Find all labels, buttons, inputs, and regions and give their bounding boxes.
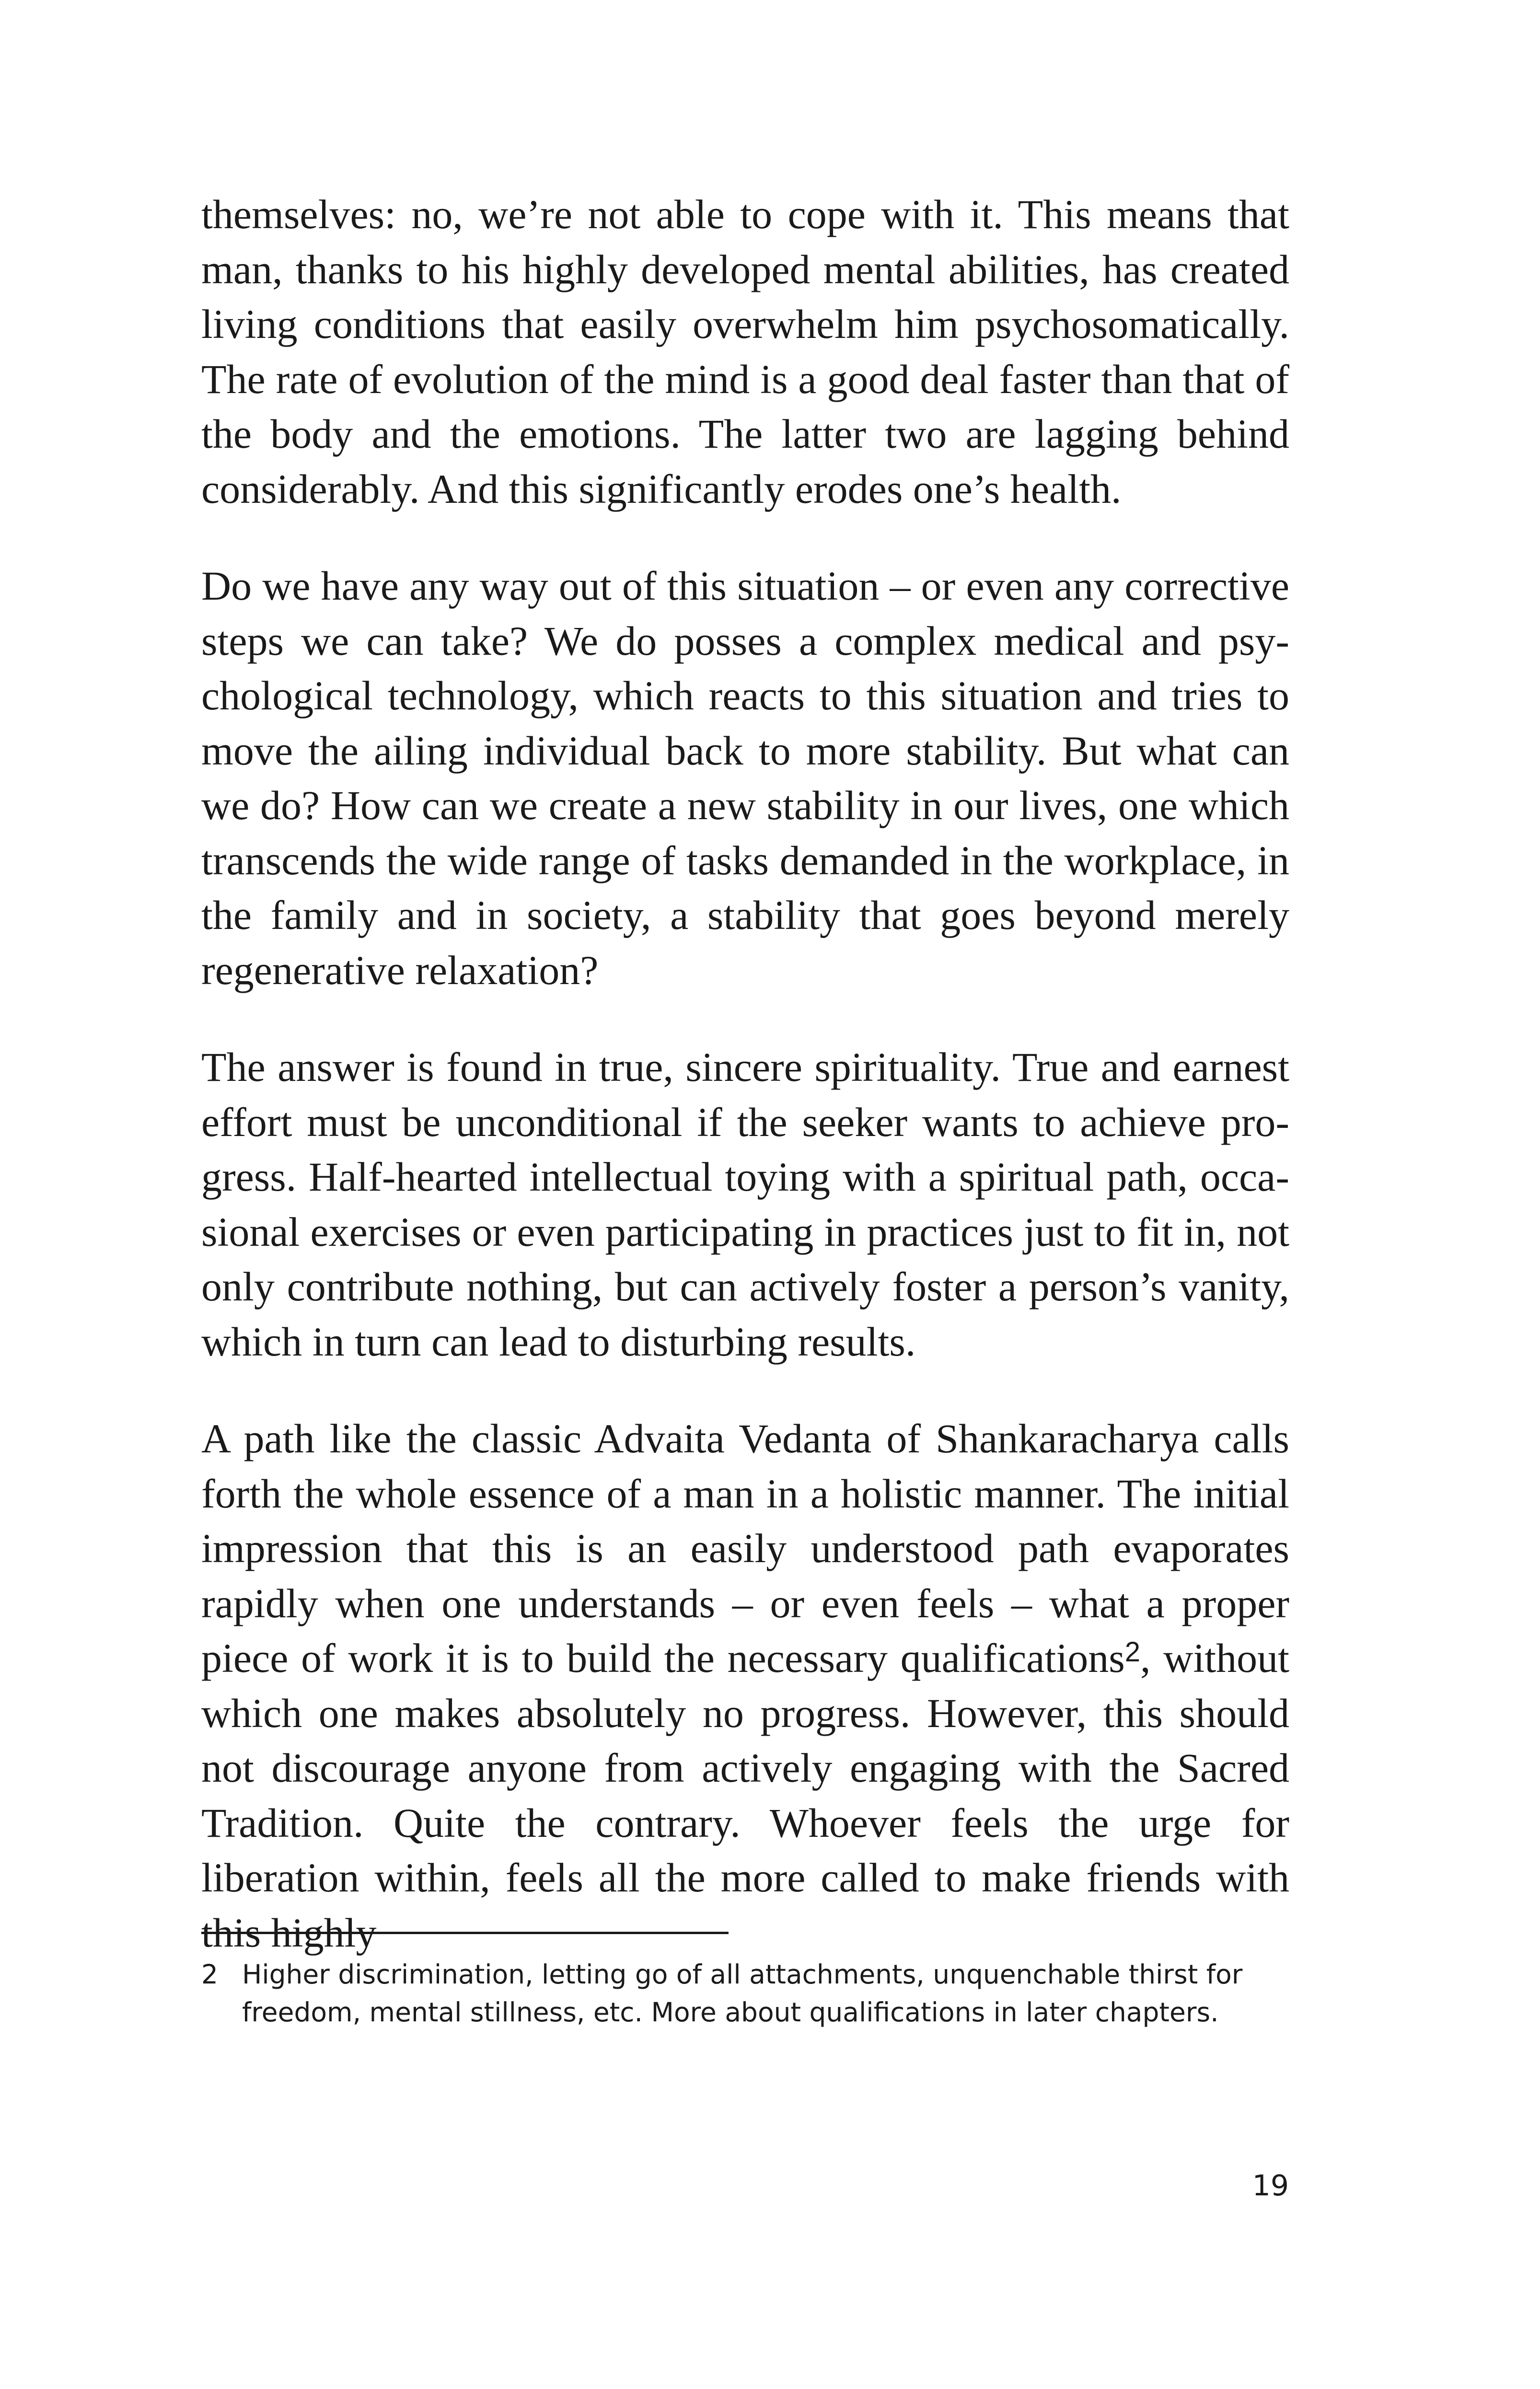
paragraph-4 — [201, 1411, 1289, 1960]
paragraph-4-text-end: , without which one makes absolutely no progress. However, this should not discourage anyone from actively engaging with the Sacred Tradition. Quite the contrary. Whoever feels the urge for liberation within, feels all the more called to make friends with this highly — [201, 1635, 1289, 1956]
body-text — [201, 187, 1289, 1960]
paragraph-3: The answer is found in true, sincere spirituality. True and earnest effort must be unconditional if the seeker wants to achieve progress. Half-hearted intellectual toying with a spiritual path, occasional exercises or even participating in practices just to fit in, not only contribute nothing, but can actively foster a person’s vanity, which in turn can lead to disturbing results. — [201, 1044, 1289, 1365]
paragraph-1: themselves: no, we’re not able to cope with it. This means that man, thanks to his highly developed mental abilities, has created living conditions that easily overwhelm him psychosomatically. The rate of evolution of the mind is a good deal faster than that of the body and the emotions. The latter two are lagging behind considerably. And this significantly erodes one’s health. — [201, 191, 1289, 512]
footnote-text: Higher discrimination, letting go of all attachments, unquenchable thirst for freedom, mental stillness, etc. More about qualifications in later chapters. — [242, 1959, 1243, 2028]
paragraph-2: Do we have any way out of this situation – or even any corrective steps we can take? We do posses a complex medical and psychological technology, which reacts to this situation and tries to move the ailing individual back to more stability. But what can we do? How can we create a new stability in our lives, one which transcends the wide range of tasks demanded in the workplace, in the family and in society, a stability that goes beyond merely regenerative relaxation? — [201, 563, 1289, 993]
paragraph-4-text-start: A path like the classic Advaita Vedanta of Shankaracharya calls forth the whole essence of a man in a holistic manner. The initial impression that this is an easily understood path evaporates rapidly when one understands – or even feels – what a proper piece of work it is to build the necessary qualifications — [201, 1415, 1289, 1681]
footnote-divider — [201, 1932, 729, 1934]
footnote-reference: 2 — [1124, 1636, 1140, 1668]
page-number: 19 — [1252, 2169, 1289, 2203]
footnote — [201, 1956, 1294, 2031]
footnote-number: 2 — [201, 1959, 218, 1990]
